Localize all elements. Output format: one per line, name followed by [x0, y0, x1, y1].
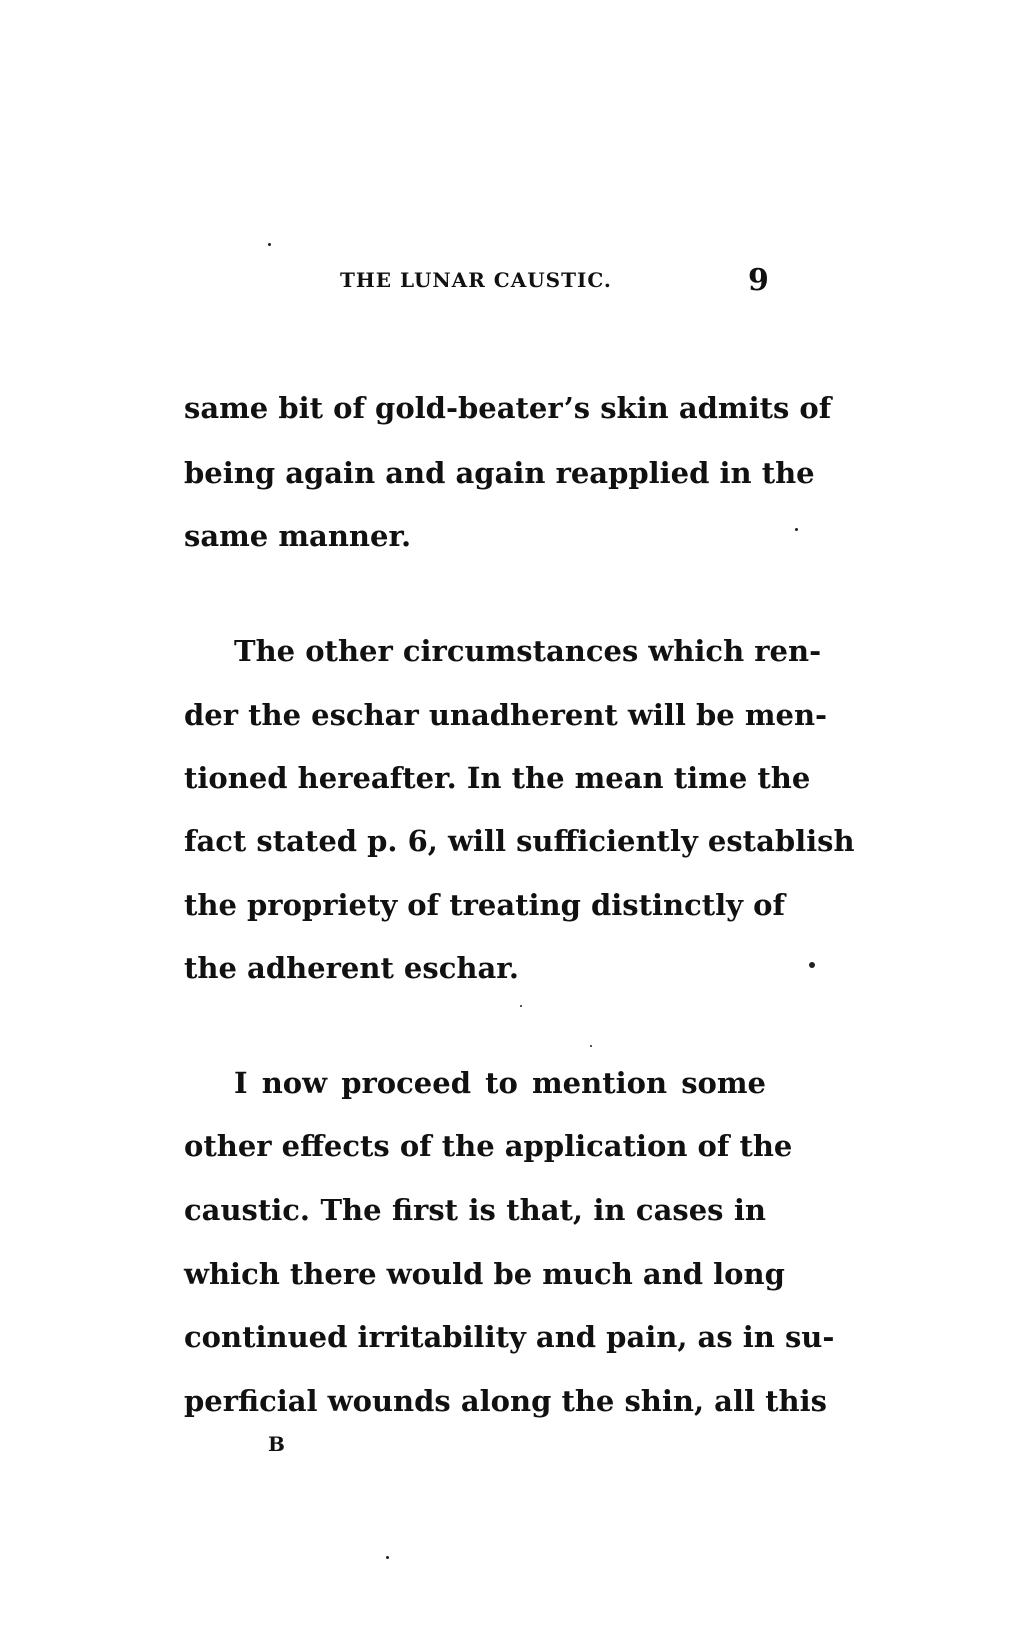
text-line: tioned hereafter. In the mean time the: [184, 761, 811, 795]
text-line: I now proceed to mention some: [234, 1066, 766, 1100]
signature-mark: B: [268, 1432, 285, 1456]
page-number: 9: [748, 263, 769, 298]
scan-speck: [590, 1045, 592, 1047]
text-line: which there would be much and long: [184, 1257, 785, 1291]
scan-speck: [520, 1005, 522, 1007]
text-line: perficial wounds along the shin, all this: [184, 1384, 827, 1418]
text-line: continued irritability and pain, as in su-: [184, 1320, 835, 1354]
text-line: the adherent eschar.: [184, 951, 519, 985]
scan-speck: [268, 243, 271, 246]
scan-speck: [386, 1556, 389, 1559]
text-line: The other circumstances which ren-: [234, 634, 822, 668]
text-line: same bit of gold-beater’s skin admits of: [184, 391, 832, 425]
text-line: caustic. The first is that, in cases in: [184, 1193, 766, 1227]
text-line: the propriety of treating distinctly of: [184, 888, 785, 922]
text-line: other effects of the application of the: [184, 1129, 793, 1163]
scan-speck: [809, 962, 815, 968]
running-title: THE LUNAR CAUSTIC.: [340, 268, 612, 292]
text-line: being again and again reapplied in the: [184, 456, 815, 490]
text-line: fact stated p. 6, will sufficiently establish: [184, 824, 855, 858]
text-line: same manner.: [184, 519, 412, 553]
text-line: der the eschar unadherent will be men-: [184, 698, 828, 732]
scan-speck: [795, 528, 798, 531]
